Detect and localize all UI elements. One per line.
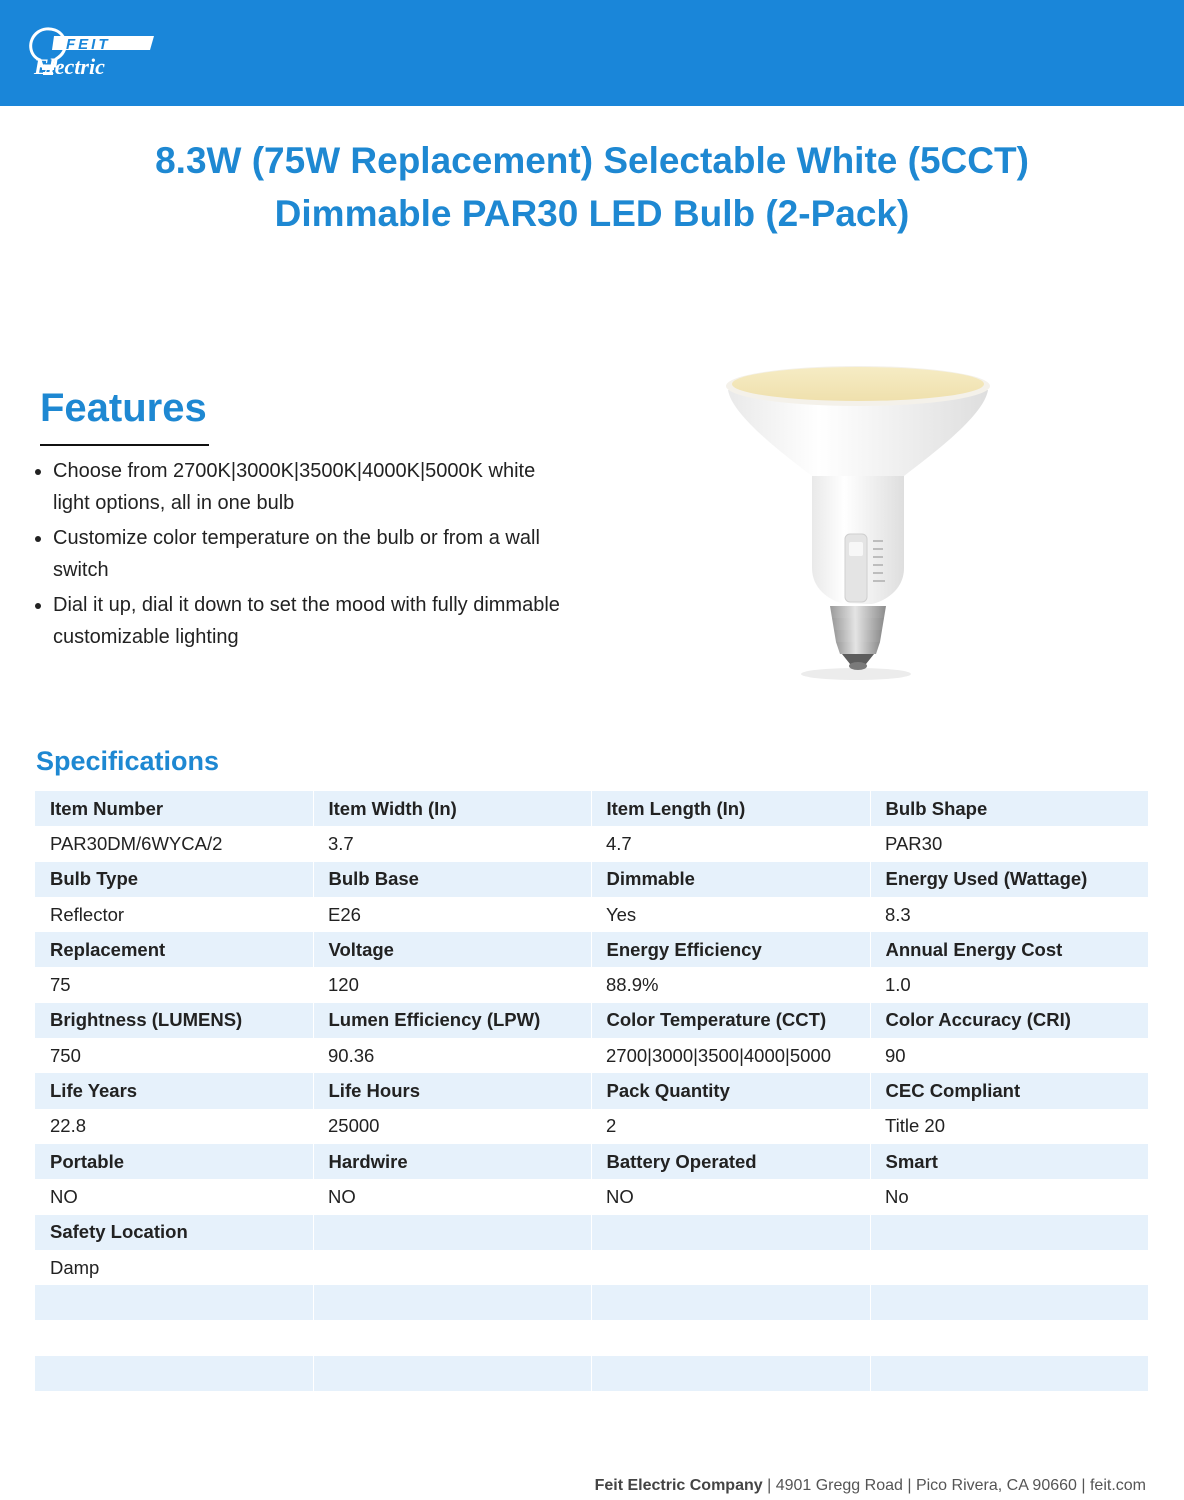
spec-label: Energy Used (Wattage) xyxy=(870,862,1148,897)
spec-label: Voltage xyxy=(313,932,591,967)
spec-value: 90 xyxy=(870,1038,1148,1073)
spec-value: 2700|3000|3500|4000|5000 xyxy=(591,1038,870,1073)
feature-item: Dial it up, dial it down to set the mood with fully dimmable customizable lighting xyxy=(30,589,560,653)
spec-value xyxy=(313,1250,591,1285)
spec-value-row xyxy=(35,1109,1148,1144)
spec-label xyxy=(870,1215,1148,1250)
spec-value: Damp xyxy=(35,1250,313,1285)
spec-label: Battery Operated xyxy=(591,1144,870,1179)
spec-label: Brightness (LUMENS) xyxy=(35,1003,313,1038)
spec-value: NO xyxy=(591,1179,870,1214)
footer-website-link[interactable]: feit.com xyxy=(1089,1477,1146,1494)
spec-value: 120 xyxy=(313,967,591,1002)
spec-label: CEC Compliant xyxy=(870,1073,1148,1108)
spec-label xyxy=(313,1215,591,1250)
spec-value: 75 xyxy=(35,967,313,1002)
footer xyxy=(595,1477,1146,1495)
spec-value: PAR30 xyxy=(870,826,1148,861)
spec-empty-row xyxy=(35,1356,1148,1391)
spec-label-row xyxy=(35,932,1148,967)
features-divider xyxy=(40,444,209,446)
spec-value-row xyxy=(35,1179,1148,1214)
spec-label: Dimmable xyxy=(591,862,870,897)
spec-label: Life Hours xyxy=(313,1073,591,1108)
spec-label-row xyxy=(35,1215,1148,1250)
svg-text:Electric: Electric xyxy=(34,54,105,79)
spec-value xyxy=(870,1250,1148,1285)
spec-label: Energy Efficiency xyxy=(591,932,870,967)
spec-label: Hardwire xyxy=(313,1144,591,1179)
spec-label-row xyxy=(35,862,1148,897)
header-bar xyxy=(0,0,1184,106)
spec-value: 3.7 xyxy=(313,826,591,861)
par30-led-bulb-image xyxy=(716,356,1000,682)
spec-label-row xyxy=(35,1144,1148,1179)
spec-label-row xyxy=(35,791,1148,826)
footer-company: Feit Electric Company xyxy=(594,1477,763,1494)
spec-label: Item Width (In) xyxy=(313,791,591,826)
specifications-heading: Specifications xyxy=(36,746,220,776)
spec-label-row xyxy=(35,1003,1148,1038)
spec-value: 88.9% xyxy=(591,967,870,1002)
spec-label: Smart xyxy=(870,1144,1148,1179)
spec-label: Color Accuracy (CRI) xyxy=(870,1003,1148,1038)
spec-value: 22.8 xyxy=(35,1109,313,1144)
spec-value-row xyxy=(35,897,1148,932)
spec-label: Annual Energy Cost xyxy=(870,932,1148,967)
spec-label: Safety Location xyxy=(35,1215,313,1250)
spec-value: 4.7 xyxy=(591,826,870,861)
spec-label-row xyxy=(35,1073,1148,1108)
product-title-line-2: Dimmable PAR30 LED Bulb (2-Pack) xyxy=(274,193,910,234)
features-list xyxy=(30,455,560,656)
spec-empty-row xyxy=(35,1285,1148,1320)
spec-value: 90.36 xyxy=(313,1038,591,1073)
spec-value: E26 xyxy=(313,897,591,932)
feature-item: Customize color temperature on the bulb or from a wall switch xyxy=(30,522,560,586)
spec-value: Title 20 xyxy=(870,1109,1148,1144)
features-heading: Features xyxy=(40,386,207,430)
spec-label: Portable xyxy=(35,1144,313,1179)
product-title-line-1: 8.3W (75W Replacement) Selectable White (5CCT) xyxy=(155,140,1029,181)
specifications-table xyxy=(35,791,1148,1391)
spec-value: Yes xyxy=(591,897,870,932)
spec-value xyxy=(591,1250,870,1285)
feit-electric-logo[interactable] xyxy=(26,26,166,84)
spec-value: NO xyxy=(35,1179,313,1214)
spec-label: Bulb Type xyxy=(35,862,313,897)
spec-label: Replacement xyxy=(35,932,313,967)
product-title xyxy=(0,134,1184,240)
spec-label: Bulb Base xyxy=(313,862,591,897)
spec-label: Item Length (In) xyxy=(591,791,870,826)
svg-text:FEIT: FEIT xyxy=(66,36,111,53)
spec-value: 25000 xyxy=(313,1109,591,1144)
spec-label: Color Temperature (CCT) xyxy=(591,1003,870,1038)
item-number-link[interactable]: PAR30DM/6WYCA/2 xyxy=(35,826,313,861)
spec-value: 2 xyxy=(591,1109,870,1144)
spec-value: No xyxy=(870,1179,1148,1214)
spec-value-row xyxy=(35,1038,1148,1073)
spec-value: 8.3 xyxy=(870,897,1148,932)
spec-label: Bulb Shape xyxy=(870,791,1148,826)
feature-item: Choose from 2700K|3000K|3500K|4000K|5000K white light options, all in one bulb xyxy=(30,455,560,519)
spec-empty-row xyxy=(35,1320,1148,1355)
spec-label: Pack Quantity xyxy=(591,1073,870,1108)
spec-label xyxy=(591,1215,870,1250)
footer-address: | 4901 Gregg Road | Pico Rivera, CA 90660 | xyxy=(767,1477,1086,1494)
spec-label: Life Years xyxy=(35,1073,313,1108)
spec-label: Lumen Efficiency (LPW) xyxy=(313,1003,591,1038)
spec-value: NO xyxy=(313,1179,591,1214)
spec-value: Reflector xyxy=(35,897,313,932)
spec-value-row xyxy=(35,967,1148,1002)
spec-value-row xyxy=(35,826,1148,861)
spec-value-row xyxy=(35,1250,1148,1285)
spec-value: 750 xyxy=(35,1038,313,1073)
spec-value: 1.0 xyxy=(870,967,1148,1002)
spec-label: Item Number xyxy=(35,791,313,826)
